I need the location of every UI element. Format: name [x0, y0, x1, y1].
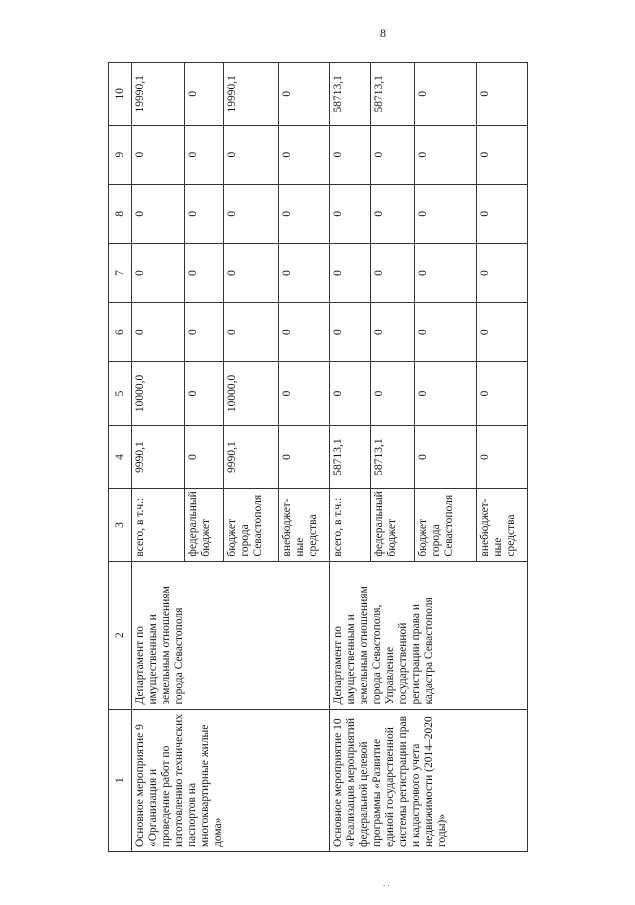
value-cell: 0	[184, 125, 223, 184]
value-cell: 9990,1	[132, 425, 185, 489]
value-cell: 58713,1	[371, 63, 415, 126]
column-header: 3	[109, 489, 132, 561]
value-cell: 0	[371, 303, 415, 362]
value-cell: 0	[279, 184, 330, 243]
funding-source-cell: федеральный бюджет	[184, 489, 223, 561]
value-cell: 0	[371, 362, 415, 426]
column-header: 10	[109, 63, 132, 126]
column-header: 2	[109, 561, 132, 709]
value-cell: 19990,1	[224, 63, 279, 126]
header-row	[109, 63, 132, 852]
page-number: 8	[380, 26, 386, 40]
activity-cell: Основное мероприятие 10 «Реализация мероприятий федеральной целевой программы «Развитие единой государственной системы регистрации прав и кадастрового учета недвижимости (2014–2020 годы)»	[329, 709, 527, 851]
value-cell: 0	[329, 125, 370, 184]
value-cell: 58713,1	[371, 425, 415, 489]
funding-source-cell: всего, в т.ч.:	[132, 489, 185, 561]
rotated-table-wrapper	[108, 62, 528, 852]
column-header: 6	[109, 303, 132, 362]
activity-cell: Основное мероприятие 9 «Организация и проведение работ по изготовлению технических паспортов на многоквартирные жилые дома»	[132, 709, 330, 851]
value-cell: 58713,1	[329, 63, 370, 126]
value-cell: 0	[329, 362, 370, 426]
value-cell: 0	[184, 184, 223, 243]
value-cell: 0	[224, 184, 279, 243]
value-cell: 0	[477, 63, 528, 126]
value-cell: 0	[224, 125, 279, 184]
value-cell: 0	[415, 125, 477, 184]
value-cell: 0	[371, 125, 415, 184]
value-cell: 0	[477, 125, 528, 184]
value-cell: 0	[132, 125, 185, 184]
rotated-table	[108, 62, 528, 852]
value-cell: 0	[415, 303, 477, 362]
column-header: 8	[109, 184, 132, 243]
funding-source-cell: внебюджет-ные средства	[279, 489, 330, 561]
budget-table	[108, 62, 528, 852]
funding-source-cell: всего, в т.ч.:	[329, 489, 370, 561]
value-cell: 19990,1	[132, 63, 185, 126]
value-cell: 0	[329, 184, 370, 243]
value-cell: 0	[415, 184, 477, 243]
value-cell: 0	[477, 362, 528, 426]
value-cell: 0	[279, 63, 330, 126]
funding-source-cell: федеральный бюджет	[371, 489, 415, 561]
scan-mark: . .	[383, 878, 390, 888]
executor-cell: Департамент по имущественным и земельным отношениям города Севастополя	[132, 561, 330, 709]
value-cell: 0	[371, 184, 415, 243]
table-row	[329, 63, 370, 852]
value-cell: 58713,1	[329, 425, 370, 489]
value-cell: 0	[415, 425, 477, 489]
column-header: 1	[109, 709, 132, 851]
value-cell: 0	[415, 362, 477, 426]
value-cell: 0	[477, 184, 528, 243]
value-cell: 0	[224, 303, 279, 362]
value-cell: 0	[477, 243, 528, 302]
value-cell: 0	[329, 303, 370, 362]
value-cell: 9990,1	[224, 425, 279, 489]
column-header: 9	[109, 125, 132, 184]
value-cell: 0	[279, 362, 330, 426]
value-cell: 0	[279, 303, 330, 362]
value-cell: 0	[477, 425, 528, 489]
funding-source-cell: бюджет города Севастополя	[415, 489, 477, 561]
value-cell: 0	[477, 303, 528, 362]
value-cell: 0	[279, 243, 330, 302]
value-cell: 0	[132, 303, 185, 362]
value-cell: 0	[329, 243, 370, 302]
value-cell: 0	[184, 425, 223, 489]
column-header: 5	[109, 362, 132, 426]
value-cell: 0	[279, 425, 330, 489]
value-cell: 0	[132, 184, 185, 243]
value-cell: 0	[224, 243, 279, 302]
value-cell: 0	[184, 63, 223, 126]
value-cell: 0	[184, 243, 223, 302]
funding-source-cell: внебюджет-ные средства	[477, 489, 528, 561]
funding-source-cell: бюджет города Севастополя	[224, 489, 279, 561]
value-cell: 0	[371, 243, 415, 302]
value-cell: 0	[279, 125, 330, 184]
value-cell: 0	[184, 303, 223, 362]
value-cell: 0	[184, 362, 223, 426]
value-cell: 10000,0	[224, 362, 279, 426]
value-cell: 10000,0	[132, 362, 185, 426]
value-cell: 0	[415, 243, 477, 302]
value-cell: 0	[415, 63, 477, 126]
value-cell: 0	[132, 243, 185, 302]
executor-cell: Департамент по имущественным и земельным отношениям города Севастополя, Управление государственной регистрации права и кадастра Севастополя	[329, 561, 527, 709]
table-row	[132, 63, 185, 852]
column-header: 4	[109, 425, 132, 489]
column-header: 7	[109, 243, 132, 302]
